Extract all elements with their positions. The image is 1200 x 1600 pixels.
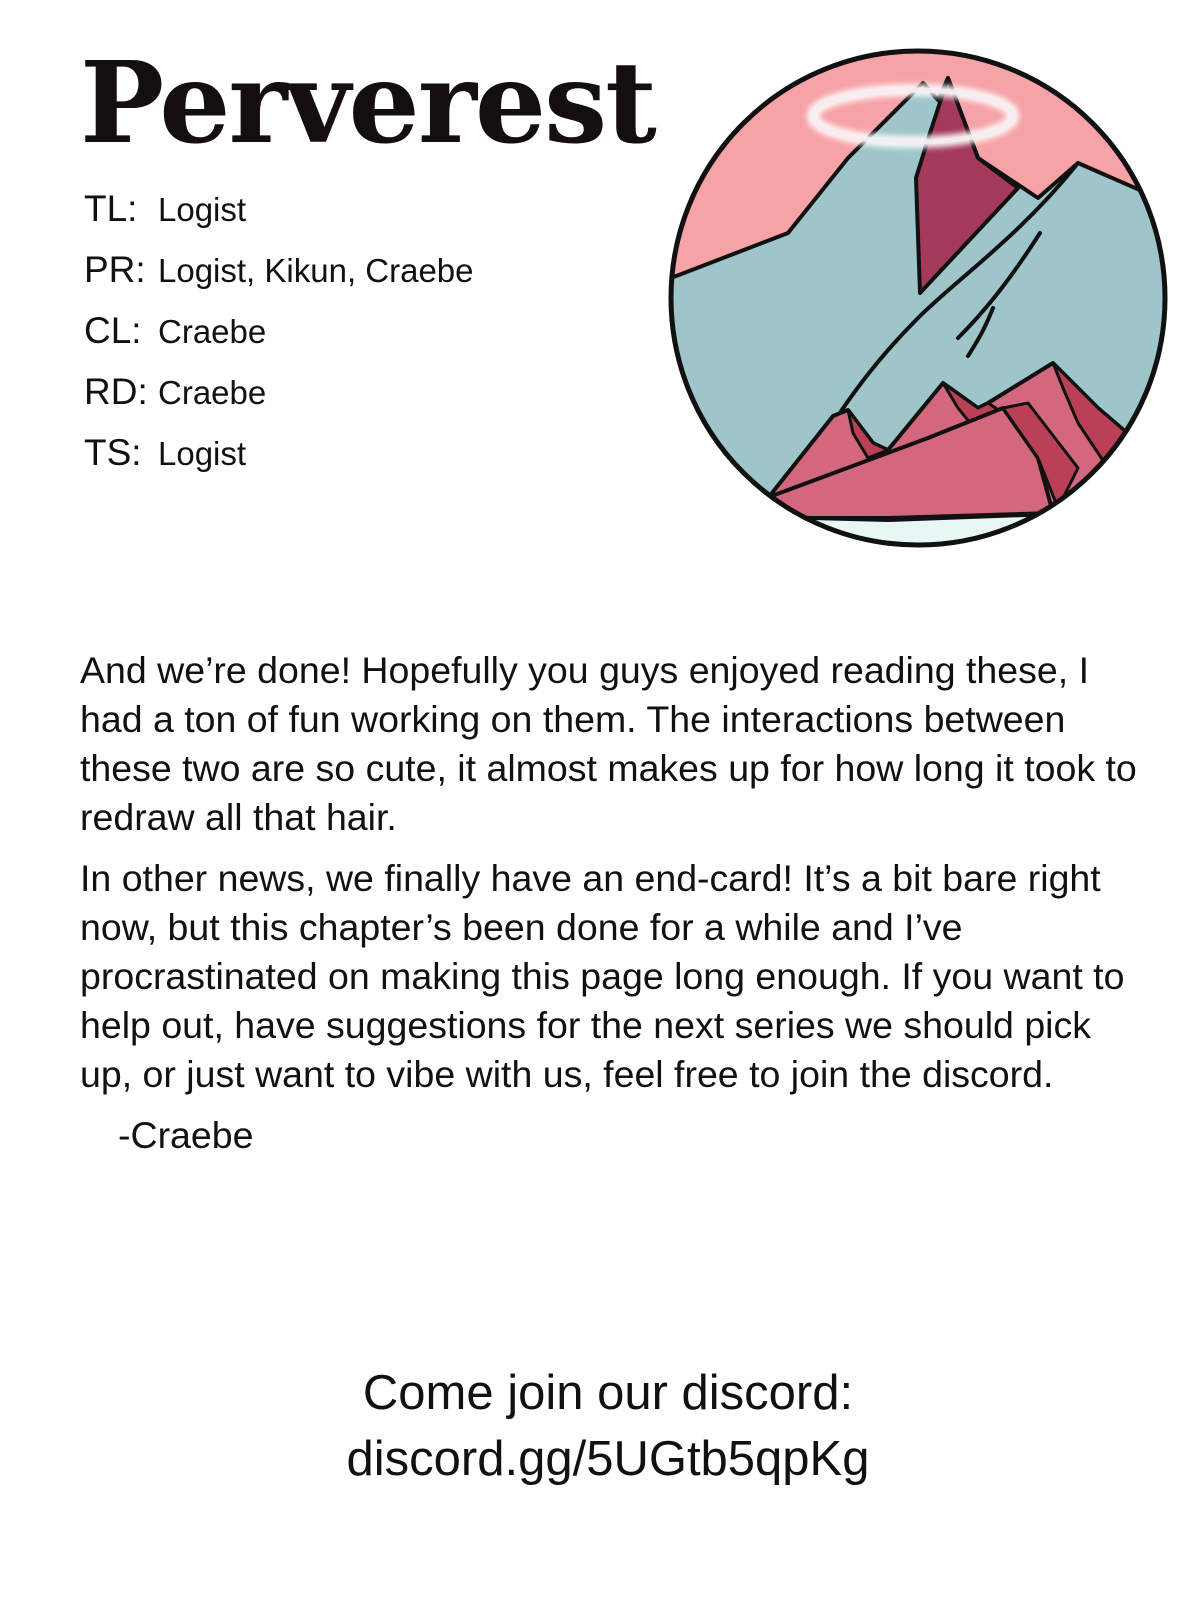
credit-names: Craebe <box>158 374 267 411</box>
credit-role: PR: <box>84 249 146 290</box>
page-title: Perverest <box>80 38 655 169</box>
credit-names: Logist <box>158 191 247 228</box>
credit-row-pr <box>84 249 474 310</box>
credit-role: RD: <box>84 371 148 412</box>
message-paragraph: In other news, we finally have an end-card! It’s a bit bare right now, but this chapter’s been done for a while and I’ve procrastinated on making this page long enough. If you want to help out, have suggestions for the next series we should pick up, or just want to vibe with us, feel free to join the discord. <box>80 857 1125 1095</box>
credit-row-ts <box>84 432 474 493</box>
credit-row-tl <box>84 188 474 249</box>
credits-list <box>84 188 474 493</box>
discord-invite <box>0 1360 1200 1492</box>
credit-row-cl <box>84 310 474 371</box>
message-body <box>80 646 1140 1172</box>
credit-role: TL: <box>84 188 138 229</box>
credit-names: Logist <box>158 435 247 472</box>
discord-invite-heading: Come join our discord: <box>362 1366 854 1420</box>
discord-invite-link[interactable]: discord.gg/5UGtb5qpKg <box>346 1432 870 1486</box>
mountain-halo-icon <box>658 38 1178 558</box>
message-signature: -Craebe <box>118 1114 254 1156</box>
credit-role: CL: <box>84 310 142 351</box>
credit-names: Logist, Kikun, Craebe <box>158 252 474 289</box>
credit-names: Craebe <box>158 313 267 350</box>
credit-row-rd <box>84 371 474 432</box>
message-paragraph: And we’re done! Hopefully you guys enjoyed reading these, I had a ton of fun working on them. The interactions between these two are so cute, it almost makes up for how long it took to redraw all that hair. <box>80 649 1137 838</box>
credit-role: TS: <box>84 432 142 473</box>
